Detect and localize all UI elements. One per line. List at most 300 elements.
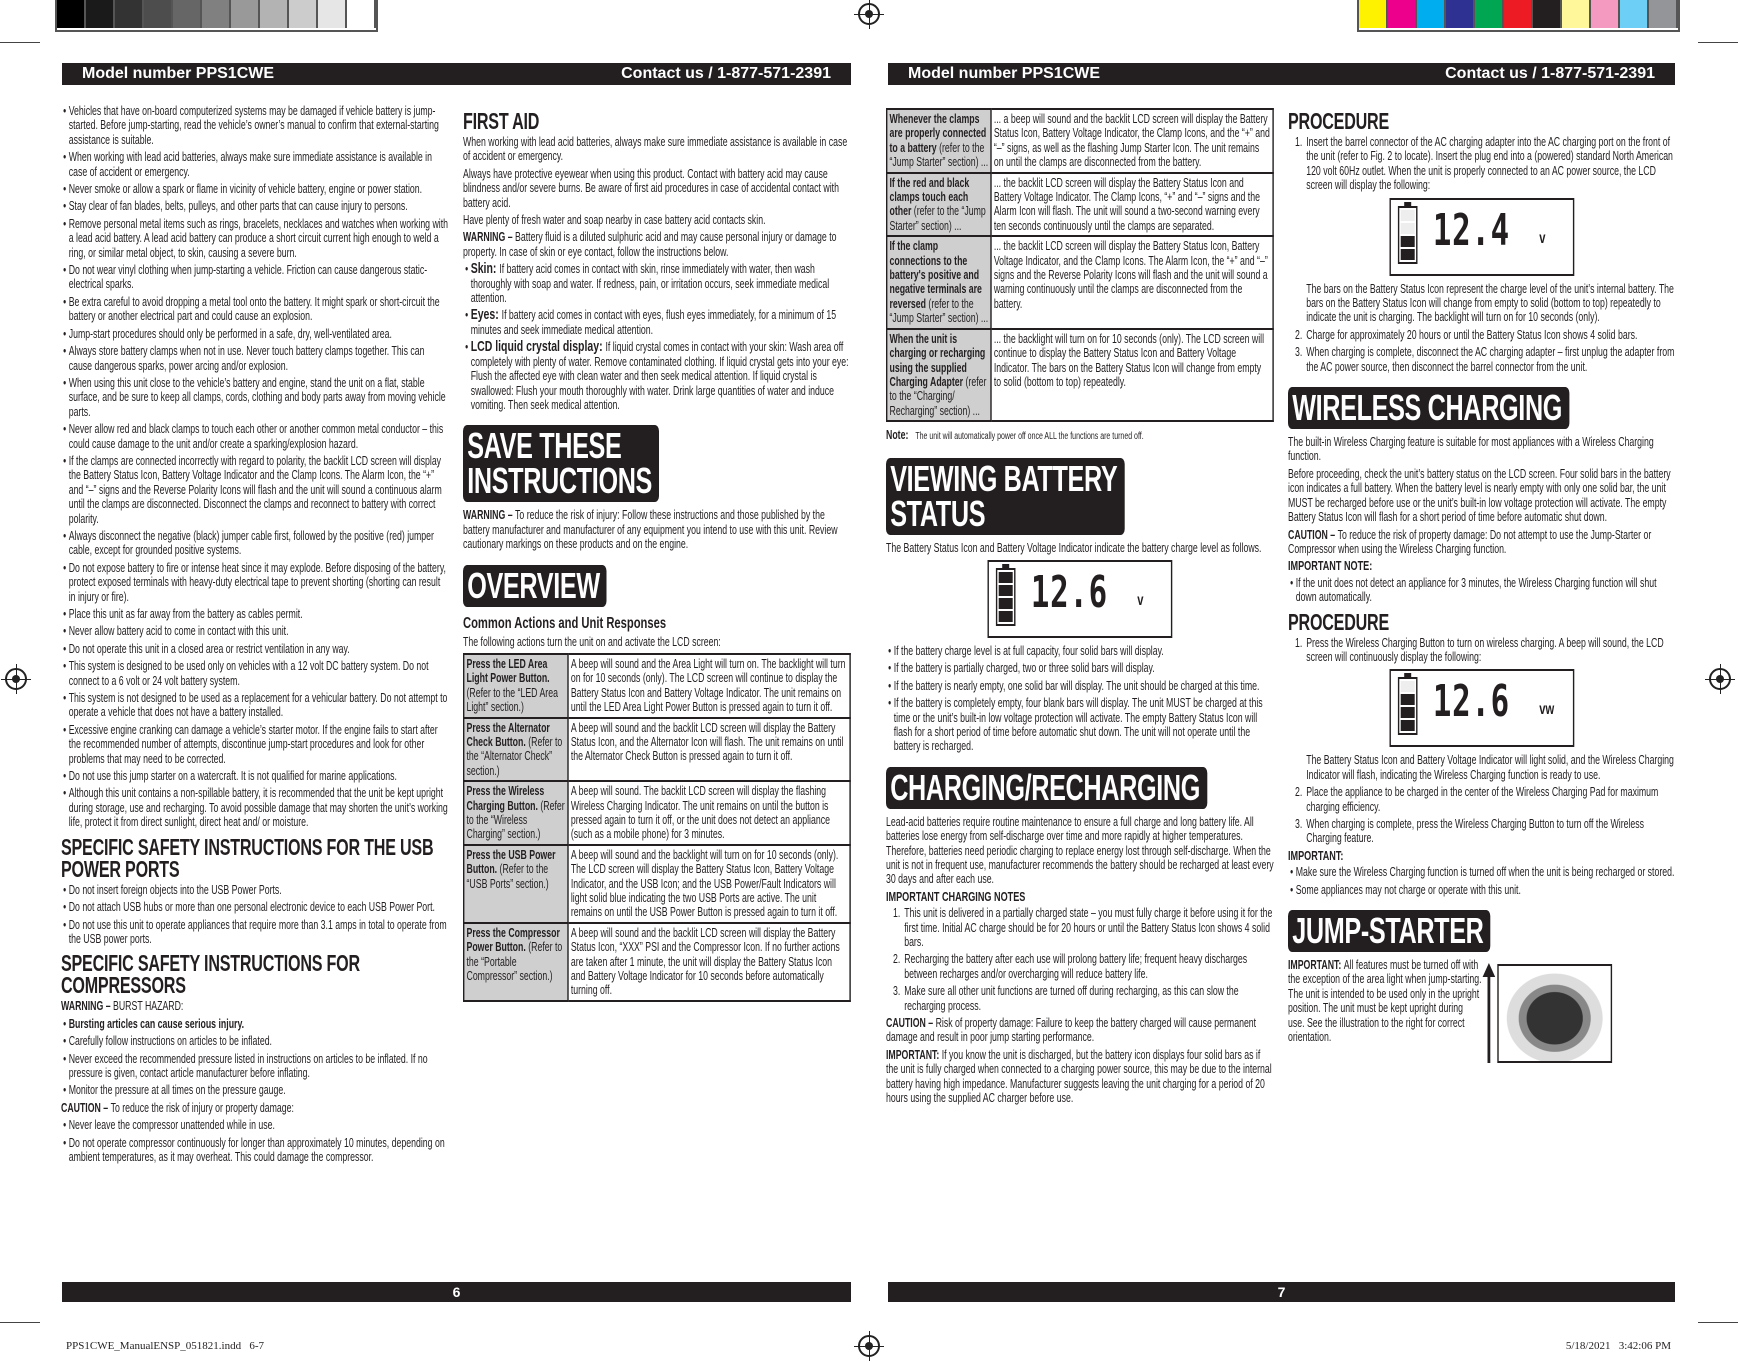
paragraph [1288,467,1676,525]
body-text: Do not attach USB hubs or more than one personal electronic device to each USB Power Port. [68,900,435,915]
section-heading: SPECIFIC SAFETY INSTRUCTIONS FOR THE USB POWER PORTS [61,833,434,882]
section-banner-wrap [1288,900,1676,958]
registration-mark-bottom [858,1335,880,1357]
lead-text: IMPORTANT: [1288,958,1344,972]
numbered-step [886,984,1274,1013]
action-reference: (Refer to the “Wireless Charging” section.) [466,798,565,842]
crop-mark [0,42,40,43]
body-text: Before proceeding, check the unit’s battery status on the LCD screen. Four solid bars in the battery icon indicates a full battery. When the battery level is nearly empty with only one solid bar, the unit MUST be recharged before use or the unit’s built-in low voltage protection will activate. The empty Battery Status Icon will flash for a short period of time before automatic shut down. [1288,466,1671,525]
list-item [61,376,449,419]
bullet-list [1288,576,1676,605]
action-reference: (refer to the “Jump Starter” section) ... [889,140,989,170]
body-text: This system is not designed to be used as a replacement for a vehicular battery. Do not attempt to operate a vehicle that does not have a battery installed. [68,691,448,720]
body-text: Always store battery clamps when not in use. Never touch battery clamps together. This can cause dangerous sparks, power arcing and/or explosion. [68,344,425,373]
action-text: Press the Compressor Power Button. [466,925,560,955]
body-text: The following actions turn the unit on and activate the LCD screen: [463,634,721,649]
body-text: Never leave the compressor unattended while in use. [68,1118,275,1133]
page-number: 7 [1277,1284,1286,1300]
table-row [464,923,850,1001]
action-text: When the unit is charging or recharging using the supplied Charging Adapter [889,331,986,389]
section-banner: CHARGING/RECHARGING [886,767,1207,809]
body-text: If the clamps are connected incorrectly with regard to polarity, the backlit LCD screen will display the Battery Status Icon, Battery Voltage Indicator and the Clamp Icons. The Alarm Icon, the “+” and “–” signs and the Reverse Polarity Icons will flash and the unit will sound a continuous alarm until the clamps are disconnected. Disconnect the clamps and reconnect to battery with correct polarity. [68,453,442,526]
table-row [464,781,850,845]
body-text: The built-in Wireless Charging feature is suitable for most appliances with a Wireless Charging function. [1288,435,1654,464]
battery-status-icon [996,568,1016,626]
lead-text: Eyes: [470,306,502,324]
body-text: Some appliances may not charge or operate with this unit. [1295,882,1521,897]
table-row [464,718,850,782]
step-text: When charging is complete, disconnect the AC charging adapter – first unplug the adapter from the AC power source, then disconnect the barrel connector from the unit. [1306,345,1675,374]
response-cell: ... the backlight will turn on for 10 seconds (only). The LCD screen will continue to display the Battery Status Icon and Battery Voltage Indicator. The bars on the Battery Status Icon will change from empty to solid (bottom to top) repeatedly. [991,329,1273,421]
registration-mark-left [5,668,27,690]
section-banner-wrap [886,448,1274,541]
body-text: The Battery Status Icon and Battery Voltage Indicator will light solid, and the Wireless Charging Indicator will flash, indicating the Wireless Charging function is ready to use. [1306,753,1674,782]
action-text: Press the LED Area Light Power Button. [466,656,550,686]
list-item [61,182,449,196]
section-heading: PROCEDURE [1288,108,1389,134]
action-cell [887,173,991,237]
color-swatch [1388,0,1417,28]
table-row [887,236,1273,328]
page-number: 6 [452,1284,461,1300]
subheading: IMPORTANT NOTE: [1288,558,1373,574]
lcd-display-illustration [1390,198,1575,276]
voltage-unit: v [1539,229,1546,247]
lead-text: Bursting articles can cause serious injury. [68,1016,245,1031]
action-response-table [886,108,1274,422]
list-item [463,308,851,337]
action-cell [887,236,991,328]
action-cell [464,654,568,718]
upright-orientation-illustration [1488,964,1613,1063]
voltage-readout: 12.4 [1432,204,1510,256]
lead-text: WARNING – [463,508,516,523]
voltage-readout: 12.6 [1030,566,1108,618]
paragraph [886,815,1274,887]
color-swatch [1446,0,1475,28]
bullet-list [463,262,851,412]
lead-text: Skin: [470,260,500,278]
voltage-unit: vw [1539,701,1555,719]
body-text: The bars on the Battery Status Icon represent the charge level of the unit’s internal battery. The bars on the Battery Status Icon will change from empty to solid (bottom to top) repeatedly to indicate the unit is charging. The backlight will turn on for 10 seconds (only). [1306,281,1674,325]
body-text: If the battery charge level is at full capacity, four solid bars will display. [893,643,1164,658]
body-text: Do not use this jump starter on a watercraft. It is not qualified for marine applications. [68,769,397,784]
section-banner: VIEWING BATTERY STATUS [886,458,1124,535]
numbered-step [886,952,1274,981]
list-item [61,659,449,688]
section-banner-wrap [886,757,1274,815]
list-item [61,422,449,451]
body-text: Do not operate this unit in a closed area or restrict ventilation in any way. [68,641,350,656]
voltage-unit: v [1137,591,1144,609]
step-number: 1. [1295,135,1303,149]
step-number: 1. [1295,635,1303,650]
battery-bar [1401,223,1415,234]
body-text: Be extra careful to avoid dropping a metal tool onto the battery. It might spark or short-circuit the battery or another electrical part and could cause an explosion. [68,294,440,324]
list-item [886,679,1274,693]
action-cell [464,781,568,845]
table-row [887,109,1273,173]
numbered-step [1288,328,1676,342]
battery-bar [1401,236,1415,247]
body-text: When working with lead acid batteries, always make sure immediate assistance is available in case of accident or emergency. [68,150,432,179]
step-text: Charge for approximately 20 hours or until the Battery Status Icon shows 4 solid bars. [1306,327,1638,342]
action-response-table [463,653,851,1002]
table-row [464,845,850,923]
numbered-step [1288,345,1676,374]
list-item [61,1118,449,1132]
body-text: Never allow red and black clamps to touch each other or another common metal conductor – this could cause damage to the unit and/or create a sparking/explosion hazard. [68,422,444,451]
body-text: Remove personal metal items such as rings, bracelets, necklaces and watches when working with a lead acid battery. A lead acid battery can produce a short circuit current high enough to weld a ring, or similar metal object, to skin, causing a severe burn. [68,216,449,260]
color-swatch [1591,0,1620,28]
color-swatch [1417,0,1446,28]
color-swatch [1562,0,1591,28]
step-number: 3. [1295,816,1303,831]
action-reference: (refer to the “Jump Starter” section) ... [889,296,989,326]
step-text: This unit is delivered in a partially charged state – you must fully charge it before using it for the first time. Initial AC charge should be for 20 hours or until the Battery Status Icon shows 4 solid bars. [904,906,1273,950]
color-swatch [1359,0,1388,28]
action-reference: (Refer to the “Alternator Check” section.) [466,734,563,778]
color-swatch [1533,0,1562,28]
list-item [61,263,449,292]
body-text: Excessive engine cranking can damage a vehicle’s starter motor. If the engine fails to start after the recommended number of attempts, discontinue jump-start procedures and look for other problems that may need to be corrected. [68,722,438,766]
body-text: Stay clear of fan blades, belts, pulleys, and other parts that can cause injury to persons. [68,199,408,214]
body-text: Battery fluid is a diluted sulphuric acid and may cause personal injury or damage to property. In case of skin or eye contact, follow the instructions below. [463,230,837,259]
list-item [886,644,1274,658]
list-item [61,918,449,947]
list-item [61,561,449,604]
lcd-display-illustration [988,560,1173,638]
left-page-footer [62,1282,851,1302]
body-text: Jump-start procedures should only be performed in a safe, dry, well-ventilated area. [68,326,392,341]
section-heading: PROCEDURE [1288,608,1389,635]
list-item [61,642,449,656]
gray-swatch [57,0,86,28]
response-cell: A beep will sound and the backlit LCD screen will display the Battery Status Icon, and the Alternator Icon will flash. The unit remains on until the Alternator Check Button is pressed again to turn it off. [568,718,850,782]
section-banner: OVERVIEW [463,565,607,607]
lead-text: CAUTION – [1288,527,1338,542]
list-item [61,199,449,213]
list-item [1288,883,1676,897]
numbered-step [886,906,1274,949]
gray-swatch [115,0,144,28]
paragraph [1288,435,1676,464]
action-cell [887,109,991,173]
list-item [61,104,449,147]
bullet-list [886,644,1274,754]
step-number: 3. [1295,345,1303,360]
lead-text: IMPORTANT: [886,1047,942,1062]
response-cell: ... a beep will sound and the backlit LCD screen will display the Battery Status Icon, Battery Voltage Indicator, the Clamp Icons, and the “+” and “–” signs, as well as the flashing Jump Starter Icon. The unit remains on until the clamps are disconnected from the battery. [991,109,1273,173]
numbered-step [1288,135,1676,193]
gray-swatch [86,0,115,28]
body-text: If the battery is completely empty, four blank bars will display. The unit MUST be charged at this time or the unit’s built-in low voltage protection will activate. The empty Battery Status Icon will flash for a short period of time before automatic shut down. The unit will not operate until the battery is recharged. [893,696,1263,754]
list-item [1288,576,1676,605]
section-banner: JUMP-STARTER [1288,910,1491,952]
list-item [61,691,449,720]
battery-bar [1401,720,1415,731]
body-text: Carefully follow instructions on articles to be inflated. [68,1034,272,1049]
model-number: Model number PPS1CWE [908,65,1101,82]
body-text: When using this unit close to the vehicle’s battery and engine, stand the unit on a flat, stable surface, and be sure to keep all clamps, cords, clothing and body parts away from moving vehicle parts. [68,375,446,419]
body-text: To reduce the risk of property damage: Do not attempt to use the Jump-Starter or Compressor when using the Wireless Charging function. [1288,527,1652,556]
body-text: This system is designed to be used only on vehicles with a 12 volt DC battery system. Do not connect to a 6 volt or 24 volt battery system. [68,659,429,688]
section-banner-wrap [1288,377,1676,435]
lcd-display-illustration [1390,669,1575,747]
paragraph [61,999,449,1013]
list-item [61,295,449,324]
process-color-bar [1357,0,1680,32]
battery-bar [1401,707,1415,718]
jump-starter-section [1288,958,1676,1063]
list-item [61,607,449,621]
note-label: Note: [886,428,909,443]
paragraph [463,635,851,649]
battery-bar [999,611,1013,622]
action-text: If the red and black clamps touch each other [889,175,970,219]
step-text: Recharging the battery after each use will prolong battery life; frequent heavy discharges between recharges and/or overcharging will reduce battery life. [904,952,1248,981]
list-item [886,661,1274,675]
crop-mark [1698,42,1738,43]
battery-bar [999,598,1013,609]
color-swatch [1475,0,1504,28]
body-text: Although this unit contains a non-spillable battery, it is recommended that the unit be kept upright during storage, use and recharging. To avoid possible damage that may shorten the unit’s working life, protect it from direct sunlight, direct heat and/ or moisture. [68,786,448,830]
step-text: Place the appliance to be charged in the center of the Wireless Charging Pad for maximum charging efficiency. [1306,785,1659,814]
paragraph [886,541,1274,555]
body-text: Never exceed the recommended pressure listed in instructions on articles to be inflated. If no pressure is given, contact article manufacturer before inflating. [68,1051,428,1080]
paragraph [1288,282,1676,325]
list-item [61,1136,449,1165]
paragraph [886,1016,1274,1045]
body-text: If the unit does not detect an appliance for 3 minutes, the Wireless Charging function will shut down automatically. [1295,575,1657,605]
up-arrow-icon [1488,973,1491,1063]
registration-mark-right [1709,668,1731,690]
note [886,428,1274,444]
paragraph [886,1048,1274,1106]
action-cell [464,845,568,923]
battery-bar [1401,249,1415,260]
lead-text: CAUTION – [886,1016,936,1031]
body-text: Monitor the pressure at all times on the pressure gauge. [68,1083,286,1098]
body-text: Place this unit as far away from the battery as cables permit. [68,607,303,621]
paragraph [463,213,851,227]
battery-bar [1401,210,1415,221]
body-text: If liquid crystal comes in contact with your skin: Wash area off completely with plenty of water. Remove contaminated clothing. If liquid crystal gets into your eye: Flush the affected eye with clean water and then seek medical attention. If liquid crystal is swallowed: Flush your mouth thoroughly with water. Drink large quantities of water and induce vomiting. Then seek medical attention. [470,340,849,412]
body-text: If you know the unit is discharged, but the battery icon displays four solid bars as if the unit is fully charged when connected to a charging power source, this may be due to the internal battery having high impedance. Manufacturer suggests leaving the unit charging for a period of 20 hours using the supplied AC charger before use. [886,1047,1272,1106]
section-banner: WIRELESS CHARGING [1288,387,1569,429]
list-item [61,786,449,829]
action-reference: (refer to the “Charging/ Recharging” section) ... [889,374,987,418]
gray-swatch [260,0,289,28]
gray-swatch [347,0,376,28]
body-text: Lead-acid batteries require routine maintenance to ensure a full charge and long battery life. All batteries lose energy from self-discharge over time and more rapidly at higher temperatures. Therefore, batteries need periodic charging to replace energy lost through self-discharge. When the unit is not in frequent use, manufacturer recommends the battery should be recharged at least every 30 days and after each use. [886,814,1274,887]
action-text: Press the Wireless Charging Button. [466,784,545,813]
right-page-column-1 [886,104,1274,1109]
numbered-step [1288,817,1676,846]
right-page-header [888,63,1675,85]
step-text: Insert the barrel connector of the AC charging adapter into the AC charging port on the front of the unit (refer to Fig. 2 to locate). Insert the plug end into a (powered) standard North American 120 volt 60Hz outlet. When the unit is properly connected to an AC power source, the LCD screen will display the following: [1306,135,1673,193]
left-page-column-2 [463,104,851,1008]
lead-text: WARNING – [61,999,114,1014]
paragraph [1288,958,1482,1060]
table-row [464,654,850,718]
battery-status-icon [1398,206,1418,264]
gray-swatch [289,0,318,28]
action-reference: (Refer to the “LED Area Light” section.) [466,685,558,715]
list-item [463,262,851,305]
body-text: The Battery Status Icon and Battery Voltage Indicator indicate the battery charge level as follows. [886,540,1262,555]
action-text: Press the Alternator Check Button. [466,720,550,749]
body-text: To reduce the risk of injury or property damage: [110,1100,294,1115]
body-text: Risk of property damage: Failure to keep the battery charged will cause permanent damage and result in poor jump starting performance. [886,1016,1257,1045]
list-item [61,1083,449,1097]
jump-starter-photo [1497,964,1612,1063]
list-item [61,900,449,914]
list-item [61,769,449,783]
paragraph [463,135,851,164]
body-text: If battery acid comes in contact with skin, rinse immediately with water, then wash thoroughly with soap and water. If redness, pain, or irritation occurs, seek immediate medical attention. [470,262,830,306]
action-cell [464,923,568,1001]
list-item [463,340,851,412]
list-item [1288,865,1676,879]
lead-text: CAUTION – [61,1100,111,1115]
section-heading: SPECIFIC SAFETY INSTRUCTIONS FOR COMPRESSORS [61,950,360,999]
grayscale-color-bar [55,0,378,32]
body-text: To reduce the risk of injury: Follow these instructions and those published by the battery manufacturer and manufacturer of any equipment you intend to use with this unit. Review cautionary markings on these products and on the engine. [463,508,838,552]
step-number: 2. [893,952,901,967]
gray-swatch [318,0,347,28]
response-cell: A beep will sound and the Area Light will turn on. The backlight will turn on for 10 seconds (only). The LCD screen will continue to display the Battery Status Icon and Battery Voltage Indicator. The unit remains on until the LED Area Light Power Button is pressed again to turn it off. [568,654,850,718]
list-item [61,624,449,638]
lead-text: LCD liquid crystal display: [470,338,606,356]
battery-bar [1401,681,1415,692]
action-text: Whenever the clamps are properly connected to a battery [889,112,987,155]
crop-mark [1698,1322,1738,1323]
step-text: Press the Wireless Charging Button to turn on wireless charging. A beep will sound, the LCD screen will continuously display the following: [1306,635,1664,664]
action-reference: (refer to the “Jump Starter” section) ... [889,204,986,233]
body-text: Do not expose battery to fire or intense heat since it may explode. Before disposing of the battery, protect exposed terminals with heavy-duty electrical tape to prevent shorting (shorting can result in injury or fire). [68,560,446,604]
section-banner-wrap [463,555,851,613]
paragraph [463,167,851,210]
step-number: 3. [893,984,901,999]
lead-text: WARNING – [463,230,516,245]
paragraph [463,230,851,259]
section-banner-wrap [463,415,851,508]
list-item [61,883,449,897]
paragraph [61,1101,449,1115]
body-text: Always have protective eyewear when using this product. Contact with battery acid may cause blindness and/or severe burns. Be aware of first aid procedures in case of accidental contact with battery acid. [463,166,839,210]
list-item [61,1017,449,1031]
body-text: Never smoke or allow a spark or flame in vicinity of vehicle battery, engine or power station. [68,182,423,197]
paragraph [1288,528,1676,557]
gray-swatch [144,0,173,28]
bullet-list [61,883,449,947]
bullet-list [1288,865,1676,897]
list-item [61,454,449,526]
action-reference: (Refer to the “USB Ports” section.) [466,862,549,891]
action-reference: (Refer to the “Portable Compressor” section.) [466,940,563,984]
color-swatch [1620,0,1649,28]
right-page-footer [888,1282,1675,1302]
list-item [886,696,1274,754]
body-text: Do not use this unit to operate appliances that require more than 3.1 amps in total to operate from the USB power ports. [68,917,447,946]
bullet-list [61,104,449,830]
list-item [61,344,449,373]
bullet-list [61,1118,449,1164]
gray-swatch [202,0,231,28]
battery-bar [999,585,1013,596]
paragraph [463,508,851,551]
table-row [887,173,1273,237]
battery-status-icon [1398,677,1418,735]
step-number: 2. [1295,327,1303,342]
step-number: 1. [893,906,901,921]
list-item [61,150,449,179]
numbered-step [1288,636,1676,665]
paragraph [1288,753,1676,782]
list-item [61,1052,449,1081]
model-number: Model number PPS1CWE [82,65,275,82]
crop-mark [0,1322,40,1323]
file-slug: PPS1CWE_ManualENSP_051821.indd 6-7 [66,1340,265,1352]
right-page-column-2 [1288,104,1676,1063]
color-swatch [1649,0,1678,28]
body-text: If the battery is partially charged, two or three solid bars will display. [893,661,1155,676]
body-text: Do not wear vinyl clothing when jump-starting a vehicle. Friction can cause dangerous static-electrical sparks. [68,263,428,292]
note-text: The unit will automatically power off once ALL the functions are turned off. [915,431,1144,443]
left-page-header [62,63,851,85]
subheading: IMPORTANT: [1288,847,1344,863]
contact-phone: Contact us / 1-877-571-2391 [621,65,831,82]
contact-phone: Contact us / 1-877-571-2391 [1445,65,1655,82]
response-cell: ... the backlit LCD screen will display the Battery Status Icon, Battery Voltage Indicator, and the Clamp Icons. The Alarm Icon, the “+” and “–” signs and the Reverse Polarity Icons will flash and the unit will sound a warning continuously until the clamps are disconnected from the battery. [991,236,1273,328]
battery-bar [999,572,1013,583]
section-banner: SAVE THESE INSTRUCTIONS [463,425,659,502]
response-cell: ... the backlit LCD screen will display the Battery Status Icon and Battery Voltage Indicator. The Clamp Icons, “+” and “–” signs and the Alarm Icon will flash. The unit will sound a two-second warning every ten seconds continuously until the clamps are separated. [991,173,1273,237]
subheading: IMPORTANT CHARGING NOTES [886,888,1026,904]
list-item [61,217,449,260]
body-text: If battery acid comes in contact with eyes, flush eyes immediately, for a minimum of 15 minutes and seek immediate medical attention. [470,308,837,337]
body-text: Always disconnect the negative (black) jumper cable first, followed by the positive (red) jumper cable, except for grounded positive systems. [68,528,434,558]
step-text: When charging is complete, press the Wireless Charging Button to turn off the Wireless Charging feature. [1306,816,1645,846]
step-number: 2. [1295,785,1303,800]
list-item [61,723,449,766]
body-text: If the battery is nearly empty, one solid bar will display. The unit should be charged at this time. [893,678,1260,693]
list-item [61,529,449,558]
gray-swatch [173,0,202,28]
body-text: Make sure the Wireless Charging function is turned off when the unit is being recharged or stored. [1295,865,1675,880]
left-page-column-1 [61,104,449,1167]
action-text: Press the USB Power Button. [466,847,556,877]
body-text: Vehicles that have on-board computerized systems may be damaged if vehicle battery is jump-started. Before jump-starting, read the vehicle’s owner’s manual to confirm that external-starting assistance is suitable. [68,104,439,147]
body-text: Do not operate compressor continuously for longer than approximately 10 minutes, depending on ambient temperatures, as it may overheat. This could damage the compressor. [68,1135,445,1164]
list-item [61,327,449,341]
gray-swatch [231,0,260,28]
table-row [887,329,1273,421]
subheading: Common Actions and Unit Responses [463,614,667,632]
color-swatch [1504,0,1533,28]
body-text: Do not insert foreign objects into the USB Power Ports. [68,882,282,897]
body-text: Have plenty of fresh water and soap nearby in case battery acid contacts skin. [463,213,766,228]
bullet-list [61,1017,449,1098]
voltage-readout: 12.6 [1432,676,1510,728]
action-cell [464,718,568,782]
list-item [61,1034,449,1048]
numbered-step [1288,785,1676,814]
section-heading: FIRST AID [463,108,540,134]
body-text: All features must be turned off with the exception of the area light when jump-starting. The unit is intended to be used only in the upright position. The unit must be kept upright during use. See the illustration to the right for correct orientation. [1288,958,1482,1045]
step-text: Make sure all other unit functions are turned off during recharging, as this can slow the recharging process. [904,984,1239,1013]
